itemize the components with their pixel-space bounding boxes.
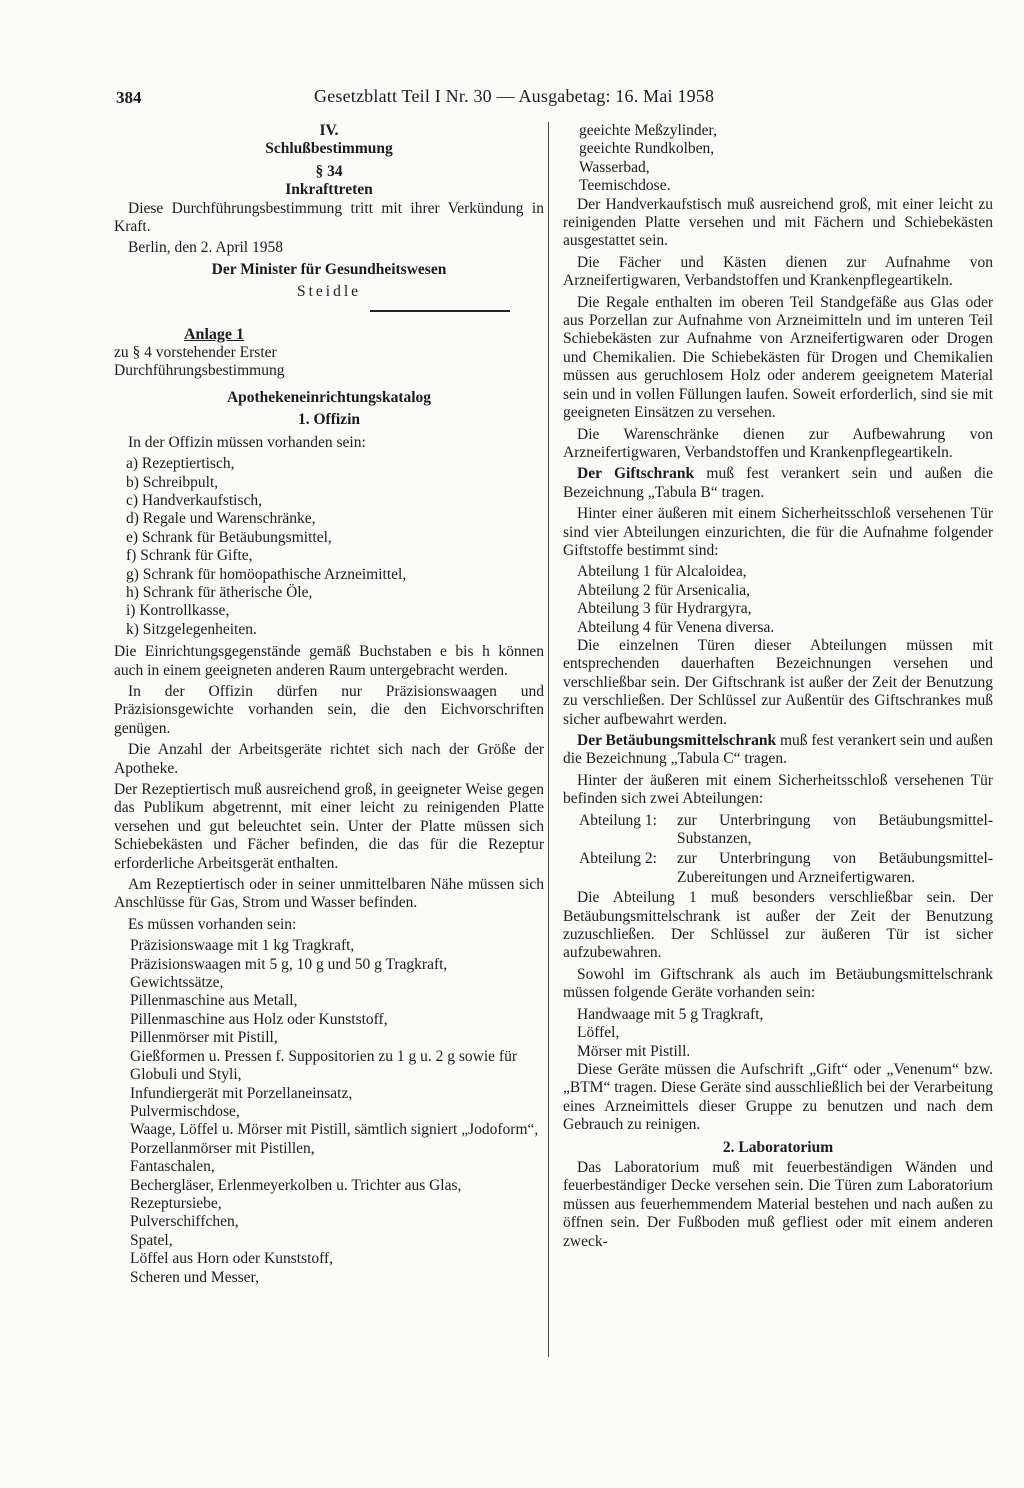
paragraph-title: Inkrafttreten — [285, 181, 373, 199]
list-item: Löffel, — [577, 1024, 620, 1042]
appendix-title: Anlage 1 — [184, 325, 244, 343]
body-paragraph: Die Regale enthalten im oberen Teil Standgefäße aus Glas oder aus Porzellan zur Aufnahme von Arzneimitteln und im unteren Teil Schiebekästen zur Aufnahme von Arzneifertigwaren oder Drogen und Chemikalien. Die Schiebekästen für Drogen und Chemikalien müssen aus geruchlosem Holz oder anderem geeignetem Material sein und in vollen Füllungen laufen. Soweit erforderlich, sind sie mit geeigneten Einsätzen zu versehen. — [563, 293, 993, 422]
list-item: Spatel, — [130, 1231, 173, 1249]
btm-schrank-paragraph — [563, 732, 993, 769]
list-item: f) Schrank für Gifte, — [126, 547, 253, 565]
column-divider — [548, 122, 549, 1357]
list-item: Waage, Löffel u. Mörser mit Pistill, sämtlich signiert „Jodoform“, — [130, 1121, 539, 1139]
list-item: Präzisionswaagen mit 5 g, 10 g und 50 g Tragkraft, — [130, 955, 448, 973]
list-item: a) Rezeptiertisch, — [126, 455, 235, 473]
separator-rule — [370, 310, 510, 312]
enactment-text: Diese Durchführungsbestimmung tritt mit ihrer Verkündung in Kraft. — [114, 199, 544, 236]
list-item: Abteilung 2 für Arsenicalia, — [577, 581, 751, 599]
giftschrank-paragraph — [563, 465, 993, 502]
body-paragraph: Hinter einer äußeren mit einem Sicherheitsschloß versehenen Tür sind vier Abteilungen einzurichten, die für die Aufnahme folgender Giftstoffe bestimmt sind: — [563, 505, 993, 559]
section-offizin-title: 1. Offizin — [298, 411, 360, 429]
list-item: Abteilung 4 für Venena diversa. — [577, 618, 775, 636]
list-item: Handwaage mit 5 g Tragkraft, — [577, 1005, 764, 1023]
department-text: zur Unterbringung von Betäubungsmittel-Zubereitungen und Arzneifertigwaren. — [677, 850, 993, 886]
list-item: Gewichtssätze, — [130, 974, 224, 992]
list-item: g) Schrank für homöopathische Arzneimittel, — [126, 565, 407, 583]
body-paragraph: Der Handverkaufstisch muß ausreichend groß, mit einer leicht zu reinigenden Platte versehen und mit Fächern und Schiebekästen ausgestattet sein. — [563, 195, 993, 250]
list-item: Pillenmaschine aus Metall, — [130, 992, 298, 1010]
btm-schrank-text: muß fest verankert sein und außen die Bezeichnung „Tabula C“ tragen. — [563, 732, 994, 768]
list-item: d) Regale und Warenschränke, — [126, 510, 316, 528]
body-paragraph: In der Offizin dürfen nur Präzisionswaagen und Präzisionsgewichte vorhanden sein, die den Eichvorschriften genügen. — [114, 682, 544, 737]
body-paragraph: Der Rezeptiertisch muß ausreichend groß, in geeigneter Weise gegen das Publikum abgetrennt, mit einer leicht zu reinigenden Platte versehen und gut beleuchtet sein. Unter der Platte müssen sich Schiebekästen und Fächer befinden, die das für die Rezeptur erforderliche Arbeitsgerät enthalten. — [114, 781, 544, 872]
equipment-list-continued — [563, 122, 993, 196]
list-item: e) Schrank für Betäubungsmittel, — [126, 528, 332, 546]
page-header — [116, 88, 996, 114]
department-list — [563, 563, 993, 637]
department-text: zur Unterbringung von Betäubungsmittel-Substanzen, — [677, 811, 993, 848]
list-item: Gießformen u. Pressen f. Suppositorien zu 1 g u. 2 g sowie für Globuli und Styli, — [130, 1047, 518, 1084]
equipment-list — [114, 937, 544, 1287]
list-item: Fantaschalen, — [130, 1158, 215, 1176]
btm-schrank-term: Der Betäubungsmittelschrank — [577, 732, 777, 749]
department-entry — [563, 812, 993, 849]
body-paragraph: Die Fächer und Kästen dienen zur Aufnahme von Arzneifertigwaren, Verbandstoffen und Krankenpflegeartikeln. — [563, 253, 993, 290]
section-number: IV. — [319, 122, 339, 139]
department-label: Abteilung 2: — [579, 850, 657, 868]
list-item: geeichte Rundkolben, — [579, 140, 715, 158]
right-column — [563, 122, 993, 1254]
list-item: Präzisionswaage mit 1 kg Tragkraft, — [130, 937, 355, 955]
body-paragraph: Am Rezeptiertisch oder in seiner unmittelbaren Nähe müssen sich Anschlüsse für Gas, Strom und Wasser befinden. — [114, 876, 544, 912]
body-paragraph: Das Laboratorium muß mit feuerbeständigen Wänden und feuerbeständiger Decke versehen sein. Die Türen zum Laboratorium müssen aus feuerhemmendem Material bestehen und nach außen zu öffnen sein. Der Fußboden muß gefliest oder mit einem anderen zweck- — [563, 1158, 993, 1250]
tool-list — [563, 1006, 993, 1061]
section-laboratorium-title: 2. Laboratorium — [722, 1138, 834, 1156]
appendix-ref-line1: zu § 4 vorstehender Erster — [114, 344, 277, 362]
list-item: Scheren und Messer, — [130, 1268, 259, 1286]
body-paragraph: Diese Geräte müssen die Aufschrift „Gift“ oder „Venenum“ bzw. „BTM“ tragen. Diese Geräte sind ausschließlich bei der Verarbeitung eines Arzneimittels dieser Gruppe zu benutzen und nach dem Gebrauch zu reinigen. — [563, 1060, 993, 1134]
place-date: Berlin, den 2. April 1958 — [128, 239, 283, 257]
appendix-ref-line2: Durchführungsbestimmung — [114, 362, 285, 380]
giftschrank-term: Der Giftschrank — [577, 465, 695, 483]
list-item: Pulverschiffchen, — [130, 1213, 239, 1231]
list-item: Rezeptursiebe, — [130, 1194, 222, 1212]
offizin-intro: In der Offizin müssen vorhanden sein: — [128, 433, 366, 451]
list-item: Löffel aus Horn oder Kunststoff, — [130, 1250, 334, 1268]
list-item: Bechergläser, Erlenmeyerkolben u. Trichter aus Glas, — [130, 1176, 462, 1194]
body-paragraph: Sowohl im Giftschrank als auch im Betäubungsmittelschrank müssen folgende Geräte vorhanden sein: — [563, 965, 993, 1002]
list-item: Abteilung 1 für Alcaloidea, — [577, 563, 747, 581]
list-item: Porzellanmörser mit Pistillen, — [130, 1139, 315, 1157]
body-paragraph: Die Abteilung 1 muß besonders verschließbar sein. Der Betäubungsmittelschrank ist außer der Zeit der Benutzung zuzuschließen. Der Schlüssel zur äußeren Tür ist sicher aufzubewahren. — [563, 889, 993, 962]
list-item: geeichte Meßzylinder, — [579, 122, 717, 139]
page-number: 384 — [116, 88, 142, 107]
list-item: b) Schreibpult, — [126, 473, 219, 491]
catalog-title: Apothekeneinrichtungskatalog — [226, 388, 432, 406]
body-paragraph: Die Anzahl der Arbeitsgeräte richtet sich nach der Größe der Apotheke. — [114, 741, 544, 777]
list-item: Infundiergerät mit Porzellaneinsatz, — [130, 1084, 353, 1102]
left-column — [114, 122, 544, 1287]
list-item: Pillenmaschine aus Holz oder Kunststoff, — [130, 1010, 388, 1028]
running-title: Gesetzblatt Teil I Nr. 30 — Ausgabetag: 16. Mai 1958 — [314, 86, 715, 106]
paragraph-number: § 34 — [315, 162, 343, 180]
body-paragraph: Die einzelnen Türen dieser Abteilungen müssen mit entsprechenden dauerhaften Bezeichnungen versehen und verschließbar sein. Der Giftschrank ist außer der Zeit der Benutzung zu verschließen. Der Schlüssel zur Außentür des Giftschrankes muß sicher aufbewahrt werden. — [563, 636, 993, 728]
list-item: Wasserbad, — [579, 158, 650, 176]
body-paragraph: Hinter der äußeren mit einem Sicherheitsschloß versehenen Tür befinden sich zwei Abteilungen: — [563, 771, 993, 808]
body-paragraph: Es müssen vorhanden sein: — [128, 915, 297, 933]
list-item: Mörser mit Pistill. — [577, 1042, 691, 1060]
list-item: Abteilung 3 für Hydrargyra, — [577, 600, 752, 618]
list-item: Pulvermischdose, — [130, 1102, 240, 1120]
authority: Der Minister für Gesundheitswesen — [211, 260, 447, 278]
body-paragraph: Die Einrichtungsgegenstände gemäß Buchstaben e bis h können auch in einem geeigneten anderen Raum untergebracht werden. — [114, 643, 544, 679]
section-title: Schlußbestimmung — [265, 140, 393, 158]
list-item: c) Handverkaufstisch, — [126, 491, 263, 509]
giftschrank-text: muß fest verankert sein und außen die Bezeichnung „Tabula B“ tragen. — [563, 465, 993, 501]
list-item: Pillenmörser mit Pistill, — [130, 1029, 278, 1047]
list-item: h) Schrank für ätherische Öle, — [126, 583, 313, 601]
list-item: i) Kontrollkasse, — [126, 602, 230, 620]
signature-name: Steidle — [296, 283, 362, 301]
list-item: Teemischdose. — [579, 177, 671, 195]
department-entry — [563, 850, 993, 887]
offizin-item-list — [114, 455, 544, 639]
list-item: k) Sitzgelegenheiten. — [126, 620, 257, 638]
department-label: Abteilung 1: — [579, 811, 657, 829]
body-paragraph: Die Warenschränke dienen zur Aufbewahrung von Arzneifertigwaren, Verbandstoffen und Krankenpflegeartikeln. — [563, 425, 993, 461]
